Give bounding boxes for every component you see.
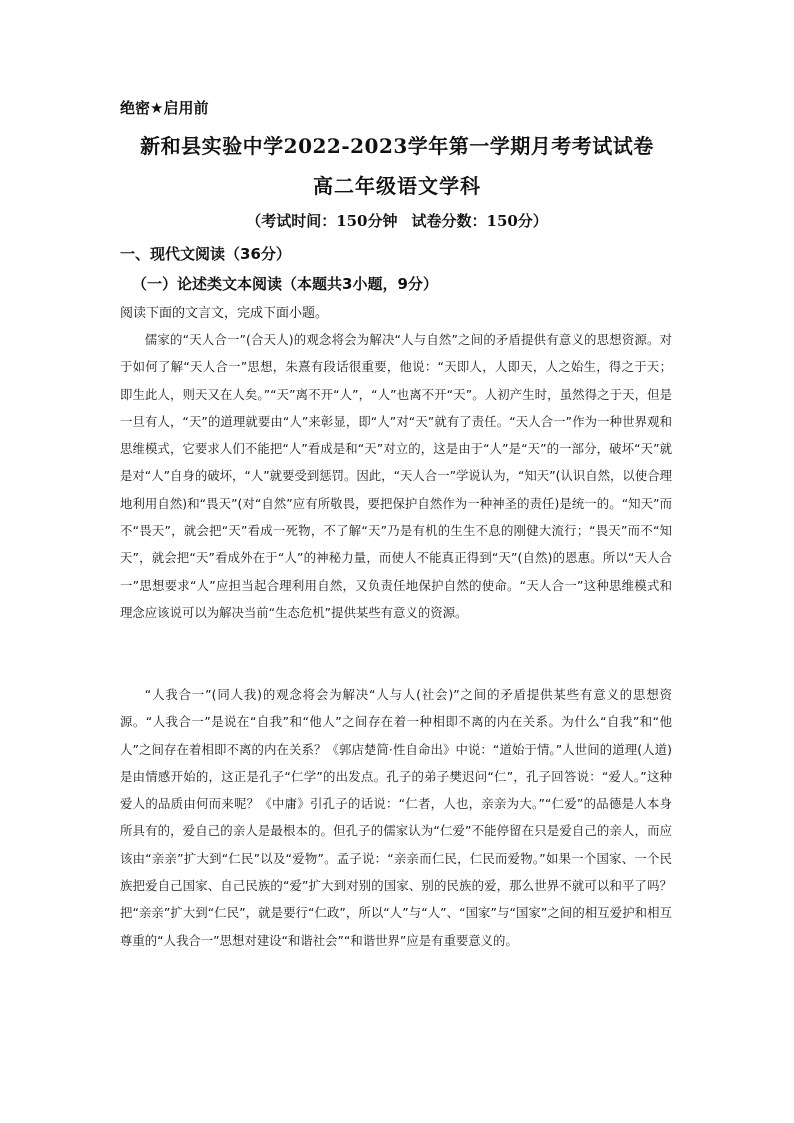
exam-time: （考试时间：150分钟 xyxy=(246,212,398,230)
exam-title: 新和县实验中学2022-2023学年第一学期月考考试试卷 xyxy=(140,134,654,158)
exam-score: 试卷分数：150分） xyxy=(411,212,548,230)
reading-instruction: 阅读下面的文言文，完成下面小题。 xyxy=(120,306,329,321)
confidential-label: 绝密★启用前 xyxy=(120,99,209,117)
passage-paragraph-1: 儒家的“天人合一”(合天人)的观念将会为解决“人与自然”之间的矛盾提供有意义的思想资源。对于如何了解“天人合一”思想，朱熹有段话很重要，他说：“天即人，人即天，人之始生，得之于天；即生此人，则天又在人矣。”“天”离不开“人”，“人”也离不开“天”。人初产生时，虽然得之于天，但是一旦有人，“天”的道理就要由“人”来彰显，即“人”对“天”就有了责任。“天人合一”作为一种世界观和思维模式，它要求人们不能把“人”看成是和“天”对立的，这是由于“人”是“天”的一部分，破坏“天”就是对“人”自身的破坏，“人”就要受到惩罚。因此，“天人合一”学说认为，“知天”(认识自然，以使合理地利用自然)和“畏天”(对“自然”应有所敬畏，要把保护自然作为一种神圣的责任)是统一的。“知天”而不“畏天”，就会把“天”看成一死物，不了解“天”乃是有机的生生不息的刚健大流行；“畏天”而不“知天”，就会把“天”看成外在于“人”的神秘力量，而使人不能真正得到“天”(自然)的恩惠。所以“天人合一”思想要求“人”应担当起合理利用自然，又负责任地保护自然的使命。“天人合一”这种思维模式和理念应该说可以为解决当前“生态危机”提供某些有意义的资源。 xyxy=(120,332,672,620)
section-heading: 一、现代文阅读（36分） xyxy=(120,245,291,263)
exam-info xyxy=(0,210,794,231)
subsection-heading: （一）论述类文本阅读（本题共3小题，9分） xyxy=(132,275,438,293)
exam-subtitle: 高二年级语文学科 xyxy=(313,174,481,198)
passage-paragraph-2: “人我合一”(同人我)的观念将会为解决“人与人(社会)”之间的矛盾提供某些有意义的思想资源。“人我合一”是说在“自我”和“他人”之间存在着一种相即不离的内在关系。为什么“自我”和“他人”之间存在着相即不离的内在关系？《郭店楚简·性自命出》中说：“道始于情。”人世间的道理(人道)是由情感开始的，这正是孔子“仁学”的出发点。孔子的弟子樊迟问“仁”，孔子回答说：“爱人。”这种爱人的品质由何而来呢？《中庸》引孔子的话说：“仁者，人也，亲亲为大。”“仁爱”的品德是人本身所具有的，爱自己的亲人是最根本的。但孔子的儒家认为“仁爱”不能停留在只是爱自己的亲人，而应该由“亲亲”扩大到“仁民”以及“爱物”。孟子说：“亲亲而仁民，仁民而爱物。”如果一个国家、一个民族把爱自己国家、自己民族的“爱”扩大到对别的国家、别的民族的爱，那么世界不就可以和平了吗？把“亲亲”扩大到“仁民”，就是要行“仁政”，所以“人”与“人”、“国家”与“国家”之间的相互爱护和相互尊重的“人我合一”思想对建设“和谐社会”“和谐世界”应是有重要意义的。 xyxy=(120,687,672,948)
